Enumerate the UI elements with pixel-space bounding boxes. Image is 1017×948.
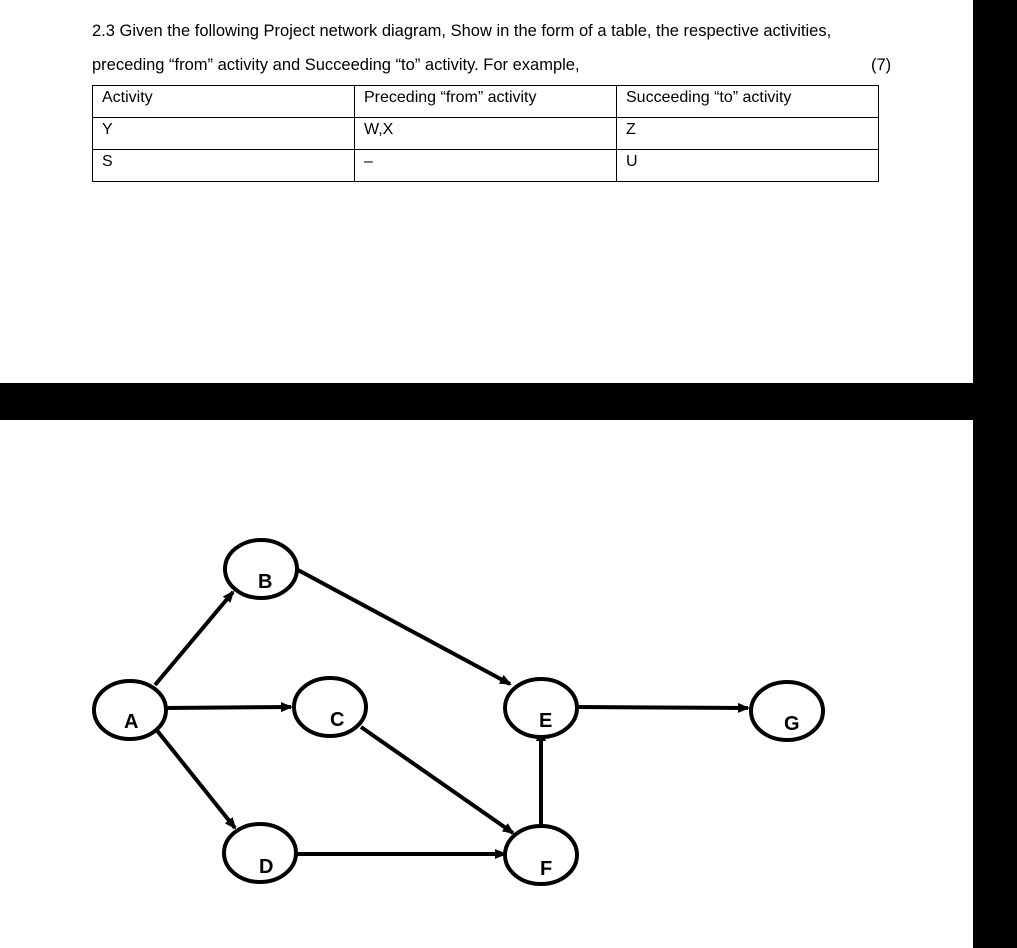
cell-activity: S <box>93 150 355 182</box>
node-c <box>294 678 366 736</box>
node-f <box>505 826 577 884</box>
edge-b-e <box>298 570 510 684</box>
example-table <box>92 85 879 182</box>
svg-text:G: G <box>784 713 800 735</box>
question-text-line-2: preceding “from” activity and Succeeding “to” activity. For example, <box>92 56 580 74</box>
header-activity: Activity <box>93 86 355 118</box>
table-row <box>93 118 879 150</box>
edge-a-c <box>165 707 291 708</box>
node-b <box>225 540 297 598</box>
node-g <box>751 682 823 740</box>
cell-preceding: – <box>355 150 617 182</box>
project-network-diagram <box>0 420 973 948</box>
node-a <box>94 681 166 739</box>
black-bar-right <box>973 0 1017 948</box>
svg-text:A: A <box>124 711 139 733</box>
edge-e-g <box>579 707 748 708</box>
black-bar-middle <box>0 383 1017 420</box>
question-text-line-1: 2.3 Given the following Project network diagram, Show in the form of a table, the respective activities, <box>92 22 832 40</box>
table-row <box>93 150 879 182</box>
svg-text:D: D <box>259 856 274 878</box>
svg-text:B: B <box>258 571 273 593</box>
svg-text:C: C <box>330 709 345 731</box>
header-succeeding: Succeeding “to” activity <box>617 86 879 118</box>
question-marks: (7) <box>871 56 892 74</box>
header-preceding: Preceding “from” activity <box>355 86 617 118</box>
table-header-row <box>93 86 879 118</box>
edge-a-d <box>155 728 235 828</box>
svg-text:F: F <box>540 858 553 880</box>
edge-c-f <box>361 727 513 833</box>
node-e <box>505 679 577 737</box>
cell-preceding: W,X <box>355 118 617 150</box>
node-d <box>224 824 296 882</box>
cell-activity: Y <box>93 118 355 150</box>
cell-succeeding: Z <box>617 118 879 150</box>
svg-text:E: E <box>539 710 553 732</box>
cell-succeeding: U <box>617 150 879 182</box>
edge-a-b <box>155 592 233 685</box>
